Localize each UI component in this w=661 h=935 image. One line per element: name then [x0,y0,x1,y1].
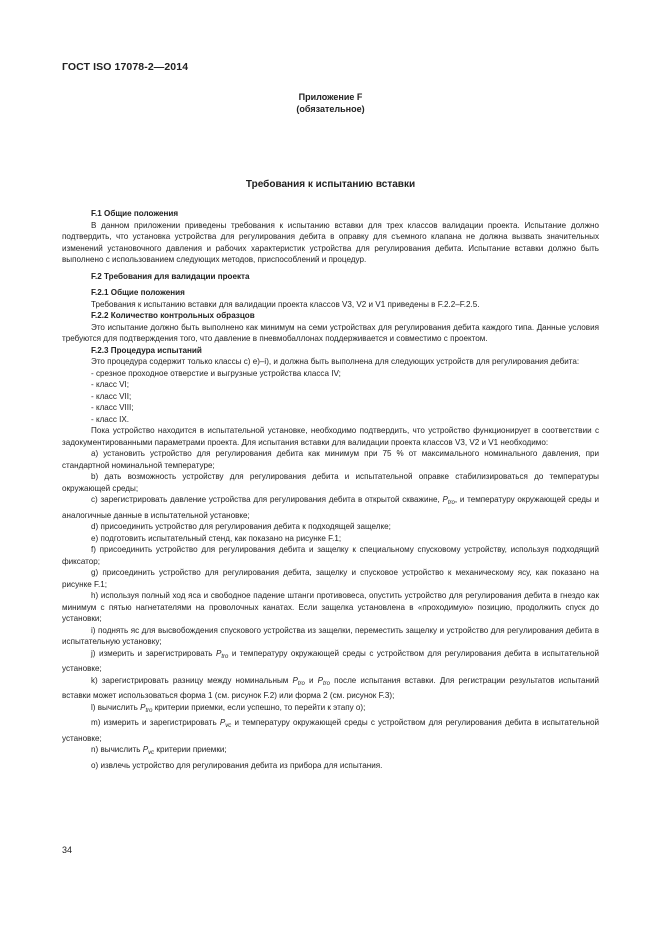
subscript-tro: tro [447,500,455,506]
step-g: g) присоединить устройство для регулирования дебита, защелку и спусковое устройство к механическому ясу, как показано на рисунке F.1; [62,568,599,589]
step-h: h) используя полный ход яса и свободное падение штанги противовеса, опустить устройство для регулирования дебита в гнездо как минимум с пятью нагнетателями на проволочных канатах. Если защелка установлена в «проходимую» позицию, продолжить спуск до установки; [62,591,599,623]
page-number: 34 [62,845,73,855]
step-n: n) вычислить $P_{vc}$ критерии приемки; [91,745,227,756]
paragraph-f1: В данном приложении приведены требования к испытанию вставки для трех классов валидации проекта. Испытание должно подтвердить, что установка устройства для регулирования дебита в оправку для съемного клапана не должна вызвать значительных изменений установочного давления и рабочих характеристик устройства для регулирования дебита. Испытание вставки должно быть выполнено с использованием следующих методов, приспособлений и процедур. [62,220,599,264]
document-body [62,208,599,771]
step-a: a) установить устройство для регулирования дебита как минимум при 75 % от максимального номинального давления, при стандартной номинальной температуре; [62,449,599,470]
symbol-p: P [215,648,222,658]
paragraph-f22: Это испытание должно быть выполнено как минимум на семи устройствах для регулирования дебита каждого типа. Данные условия требуются для подтверждения того, что давление в пневмобаллонах поддерживается и совместимо с проектом. [62,322,599,343]
list-item: - класс IX. [91,414,130,424]
symbol-p: P [317,675,324,685]
step-l: l) вычислить $P_{tro}$ критерии приемки, если успешно, то перейти к этапу о); [91,702,366,714]
section-heading-f21: F.2.1 Общие положения [91,288,185,297]
section-heading-f23: F.2.3 Процедура испытаний [91,345,202,355]
step-f: f) присоединить устройство для регулирования дебита и защелку к специальному спусковому устройству, используя подходящий фиксатор; [62,545,599,566]
list-item: - класс VI; [91,380,130,389]
symbol-p: P [219,718,226,727]
subscript-tro: tro [221,653,229,660]
subscript-tro: tro [297,680,305,687]
subscript-vc: vc [148,750,155,756]
paragraph-f23-procedure: Пока устройство находится в испытательной установке, необходимо подтвердить, что устройство функционирует в соответствии с задокументированными параметрами проекта. Для испытания вставки для валидации проекта классов V3, V2 и V1 необходимо: [62,426,599,447]
step-m: m) измерить и зарегистрировать $P_{vc}$ и температуру окружающей среды с устройством для регулирования дебита в испытательной установке; [62,718,599,743]
paragraph-f23-intro: Это процедура содержит только классы с) е)–i), и должна быть выполнена для следующих устройств для регулирования дебита: [91,357,580,366]
subscript-vc: vc [225,723,232,729]
section-heading-f2: F.2 Требования для валидации проекта [91,271,250,281]
section-heading-f22: F.2.2 Количество контрольных образцов [91,311,255,320]
section-heading-f1: F.1 Общие положения [91,209,179,218]
standard-header: ГОСТ ISO 17078-2—2014 [62,61,189,73]
subscript-tro: tro [145,707,153,714]
step-b: b) дать возможность устройству для регулирования дебита и испытательной оправке стабилизироваться до температуры окружающей среды; [62,472,599,493]
annex-label: Приложение F [298,92,363,102]
step-d: d) присоединить устройство для регулирования дебита к подходящей защелке; [91,522,391,531]
step-j: j) измерить и зарегистрировать $P_{tro}$ и температуру окружающей среды с устройством для регулирования дебита в испытательной установке; [62,648,599,673]
subscript-tro: tro [323,680,331,687]
symbol-p: P [292,675,298,685]
symbol-p: P [142,745,149,754]
step-i: i) поднять яс для высвобождения спускового устройства из защелки, переместить защелку и устройство для регулирования дебита в испытательную установку; [62,625,599,646]
list-item: - срезное проходное отверстие и выгрузные устройства класса IV; [91,368,341,378]
paragraph-f21: Требования к испытанию вставки для валидации проекта классов V3, V2 и V1 приведены в F.2.2–F.2.5. [91,299,480,309]
list-item: - класс VII; [91,391,132,401]
step-c: c) зарегистрировать давление устройства для регулирования дебита в открытой скважине, $P_{tro}$, и температуру окружающей среды и аналогичные данные в испытательной установке; [62,495,600,520]
annex-status: (обязательное) [296,104,365,114]
step-o: o) извлечь устройство для регулирования дебита из прибора для испытания. [91,760,383,770]
page-title: Требования к испытанию вставки [245,179,416,190]
symbol-p: P [442,495,448,504]
step-e: e) подготовить испытательный стенд, как показано на рисунке F.1; [91,533,342,543]
step-k: k) зарегистрировать разницу между номинальным $P_{tro}$ и $P_{tro}$ после испытания вставки. Для регистрации результатов испытаний вставки может использоваться форма 1 (см. рисунок F.2) или форма 2 (см. рисунок F.3); [62,675,600,700]
list-item: - класс VIII; [91,403,134,412]
symbol-p: P [140,702,146,712]
